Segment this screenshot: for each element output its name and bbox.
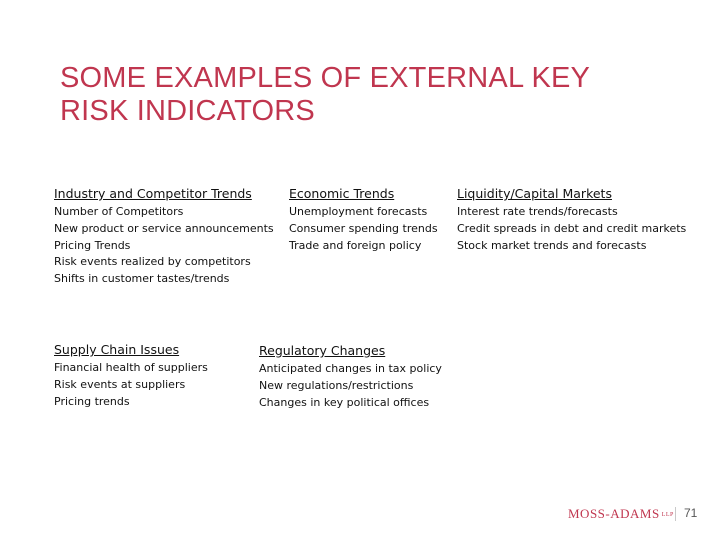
supply-chain-list — [54, 360, 208, 410]
page-number: 71 — [684, 506, 698, 520]
list-item: Consumer spending trends — [289, 221, 438, 235]
economic-trends-heading: Economic Trends — [289, 186, 395, 201]
industry-competitor-list — [54, 204, 274, 288]
economic-trends-list — [289, 204, 438, 254]
list-item: Pricing Trends — [54, 238, 131, 252]
liquidity-capital-list — [457, 204, 686, 254]
logo-text: MOSS-ADAMS — [568, 506, 660, 521]
list-item: New regulations/restrictions — [259, 378, 414, 392]
supply-chain-heading: Supply Chain Issues — [54, 342, 180, 357]
industry-competitor-section — [54, 186, 274, 288]
industry-competitor-heading: Industry and Competitor Trends — [54, 186, 252, 201]
list-item: Pricing trends — [54, 394, 130, 408]
list-item: Interest rate trends/forecasts — [457, 205, 618, 218]
list-item: Trade and foreign policy — [289, 238, 422, 252]
list-item: Unemployment forecasts — [289, 205, 428, 218]
list-item: Anticipated changes in tax policy — [259, 362, 442, 375]
list-item: Changes in key political offices — [259, 395, 430, 409]
list-item: Credit spreads in debt and credit markets — [457, 221, 687, 235]
list-item: Shifts in customer tastes/trends — [54, 272, 230, 286]
list-item: Risk events at suppliers — [54, 377, 186, 391]
regulatory-changes-heading: Regulatory Changes — [259, 343, 386, 358]
liquidity-capital-heading: Liquidity/Capital Markets — [457, 186, 612, 201]
list-item: Number of Competitors — [54, 205, 184, 218]
footer-divider — [675, 507, 676, 521]
list-item: Risk events realized by competitors — [54, 255, 251, 269]
regulatory-changes-section — [259, 343, 442, 411]
title-line-1: SOME EXAMPLES OF EXTERNAL KEY — [60, 62, 591, 94]
supply-chain-section — [54, 342, 208, 410]
company-logo — [568, 506, 674, 522]
economic-trends-section — [289, 186, 438, 254]
list-item: Financial health of suppliers — [54, 361, 208, 374]
title-line-2: RISK INDICATORS — [60, 95, 315, 127]
list-item: New product or service announcements — [54, 221, 274, 235]
list-item: Stock market trends and forecasts — [457, 238, 647, 252]
liquidity-capital-section — [457, 186, 686, 254]
logo-suffix: LLP — [661, 512, 674, 519]
slide-title — [60, 62, 680, 128]
regulatory-changes-list — [259, 361, 442, 411]
